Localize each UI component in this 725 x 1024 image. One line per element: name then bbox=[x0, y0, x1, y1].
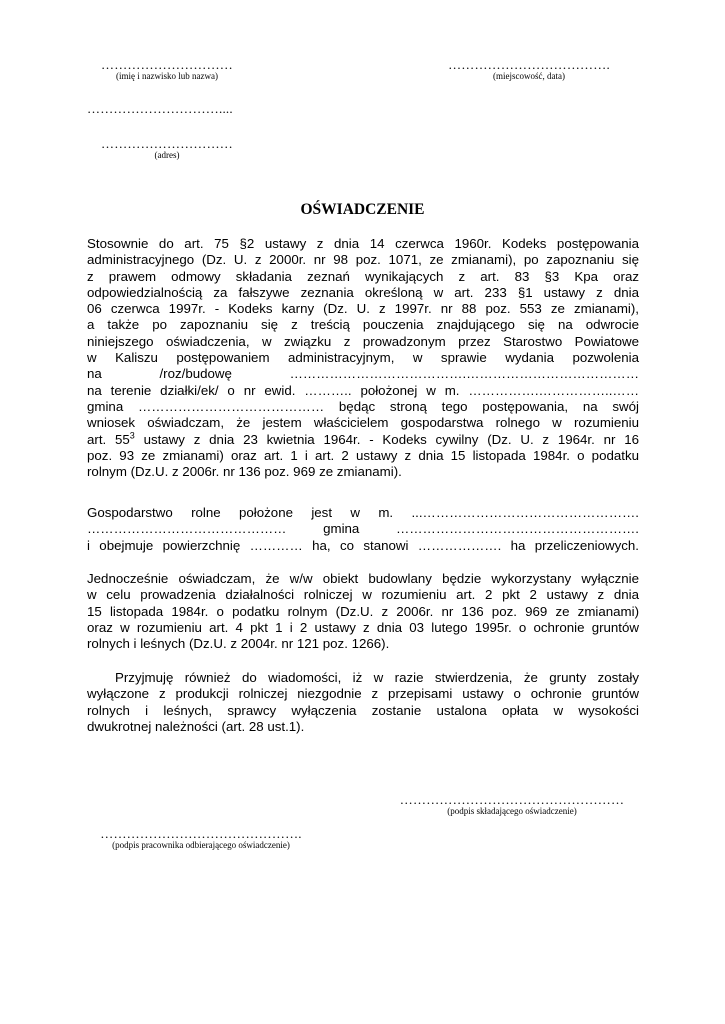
paragraph-farm-location bbox=[87, 505, 639, 554]
paragraph-line: Przyjmuję również do wiadomości, iż w razie stwierdzenia, że grunty zostały bbox=[115, 670, 639, 685]
paragraph-line: 15 listopada 1984r. o podatku rolnym (Dz.U. z 2006r. nr 136 poz. 969 ze zmianami) bbox=[87, 603, 639, 619]
address-field[interactable] bbox=[87, 137, 247, 160]
address-caption: (adres) bbox=[154, 150, 180, 160]
farm-area-line[interactable]: i obejmuje powierzchnię ………… ha, co stanowi ………………. ha przeliczeniowych. bbox=[87, 537, 639, 553]
declarant-signature-caption: (podpis składającego oświadczenie) bbox=[447, 806, 577, 816]
employee-signature-caption: (podpis pracownika odbierającego oświadczenie) bbox=[112, 840, 290, 850]
paragraph-line: administracyjnego (Dz. U. z 2000r. nr 98 poz. 1071, ze zmianami), po zapoznaniu się bbox=[87, 252, 639, 268]
employee-signature-field[interactable] bbox=[87, 827, 315, 850]
second-line-dots: ………………………….... bbox=[87, 101, 233, 116]
paragraph-line: dwukrotnej należności (art. 28 ust.1). bbox=[87, 718, 305, 734]
paragraph-agricultural-use bbox=[87, 571, 639, 652]
paragraph-line: a także po zapoznaniu się z treścią pouczenia znajdującego się na odwrocie bbox=[87, 317, 639, 333]
farm-commune-line[interactable]: ……………………………………… gmina ………………………………………………. bbox=[87, 521, 639, 537]
superscript: 3 bbox=[129, 430, 135, 441]
paragraph-line: wniosek oświadczam, że jestem właścicielem gospodarstwa rolnego w rozumieniu bbox=[87, 415, 639, 431]
employee-signature-dots: ………………………………………. bbox=[100, 826, 302, 841]
commune-line[interactable]: gmina …………………………………… będąc stroną tego postępowania, na swój bbox=[87, 398, 639, 414]
line-text-after: ustawy z dnia 23 kwietnia 1964r. - Kodeks cywilny (Dz. U. z 1964r. nr 16 bbox=[134, 431, 639, 447]
declarant-signature-dots: …………………………………………… bbox=[399, 792, 625, 807]
paragraph-line: rolnym (Dz.U. z 2006r. nr 136 poz. 969 ze zmianami). bbox=[87, 464, 402, 480]
farm-location-line[interactable]: Gospodarstwo rolne położone jest w m. ...…………………………………………. bbox=[87, 505, 639, 520]
second-line-field[interactable] bbox=[87, 102, 249, 115]
place-date-field[interactable] bbox=[430, 58, 628, 81]
paragraph-line: Stosownie do art. 75 §2 ustawy z dnia 14 czerwca 1960r. Kodeks postępowania bbox=[87, 236, 639, 251]
paragraph-line: w Kaliszu postępowaniem administracyjnym, w sprawie wydania pozwolenia bbox=[87, 350, 639, 366]
paragraph-line: poz. 93 ze zmianami) oraz art. 1 i art. 2 ustawy z dnia 15 listopada 1984r. o podatku bbox=[87, 447, 639, 463]
paragraph-line: odpowiedzialnością za fałszywe zeznania określoną w art. 233 §1 ustawy z dnia bbox=[87, 284, 639, 300]
address-dots: ………………………… bbox=[101, 136, 233, 151]
name-field[interactable] bbox=[87, 58, 247, 81]
paragraph-declaration bbox=[87, 236, 639, 480]
declarant-signature-field[interactable] bbox=[386, 793, 638, 816]
paragraph-line: niniejszego oświadczenia, w związku z prowadzonym przez Starostwo Powiatowe bbox=[87, 333, 639, 349]
paragraph-line: rolnych i leśnych, sprawcy wyłączenia zostanie ustalona opłata w wysokości bbox=[87, 702, 639, 718]
place-date-dots: ………………………………. bbox=[448, 57, 610, 72]
line-text-before: art. 55 bbox=[87, 431, 130, 447]
name-caption: (imię i nazwisko lub nazwa) bbox=[116, 71, 218, 81]
paragraph-line: wyłączone z produkcji rolniczej niezgodnie z przepisami ustawy o ochronie gruntów bbox=[87, 686, 639, 702]
paragraph-line-with-superscript bbox=[87, 432, 639, 448]
place-date-caption: (miejscowość, data) bbox=[493, 71, 565, 81]
paragraph-line: oraz w rozumieniu art. 4 pkt 1 i 2 ustawy z dnia 03 lutego 1995r. o ochronie gruntów bbox=[87, 619, 639, 635]
paragraph-line: w celu prowadzenia działalności rolniczej w rozumieniu art. 2 pkt 2 ustawy z dnia bbox=[87, 587, 639, 603]
name-dots: ………………………… bbox=[101, 57, 233, 72]
paragraph-line: z prawem odmowy składania zeznań wynikających z art. 83 §3 Kpa oraz bbox=[87, 268, 639, 284]
document-title: OŚWIADCZENIE bbox=[300, 201, 425, 218]
plot-number-line[interactable]: na terenie działki/ek/ o nr ewid. ……….. położonej w m. …………….……………..…… bbox=[87, 382, 639, 398]
paragraph-acknowledgement bbox=[87, 670, 639, 735]
paragraph-line: Jednocześnie oświadczam, że w/w obiekt budowlany będzie wykorzystany wyłącznie bbox=[87, 571, 639, 586]
building-permit-line[interactable]: na /roz/budowę ………………………………….………………………………… bbox=[87, 366, 639, 382]
paragraph-line: 06 czerwca 1997r. - Kodeks karny (Dz. U. z 1997r. nr 88 poz. 553 ze zmianami), bbox=[87, 301, 639, 317]
paragraph-line: rolnych i leśnych (Dz.U. z 2004r. nr 121 poz. 1266). bbox=[87, 636, 390, 652]
